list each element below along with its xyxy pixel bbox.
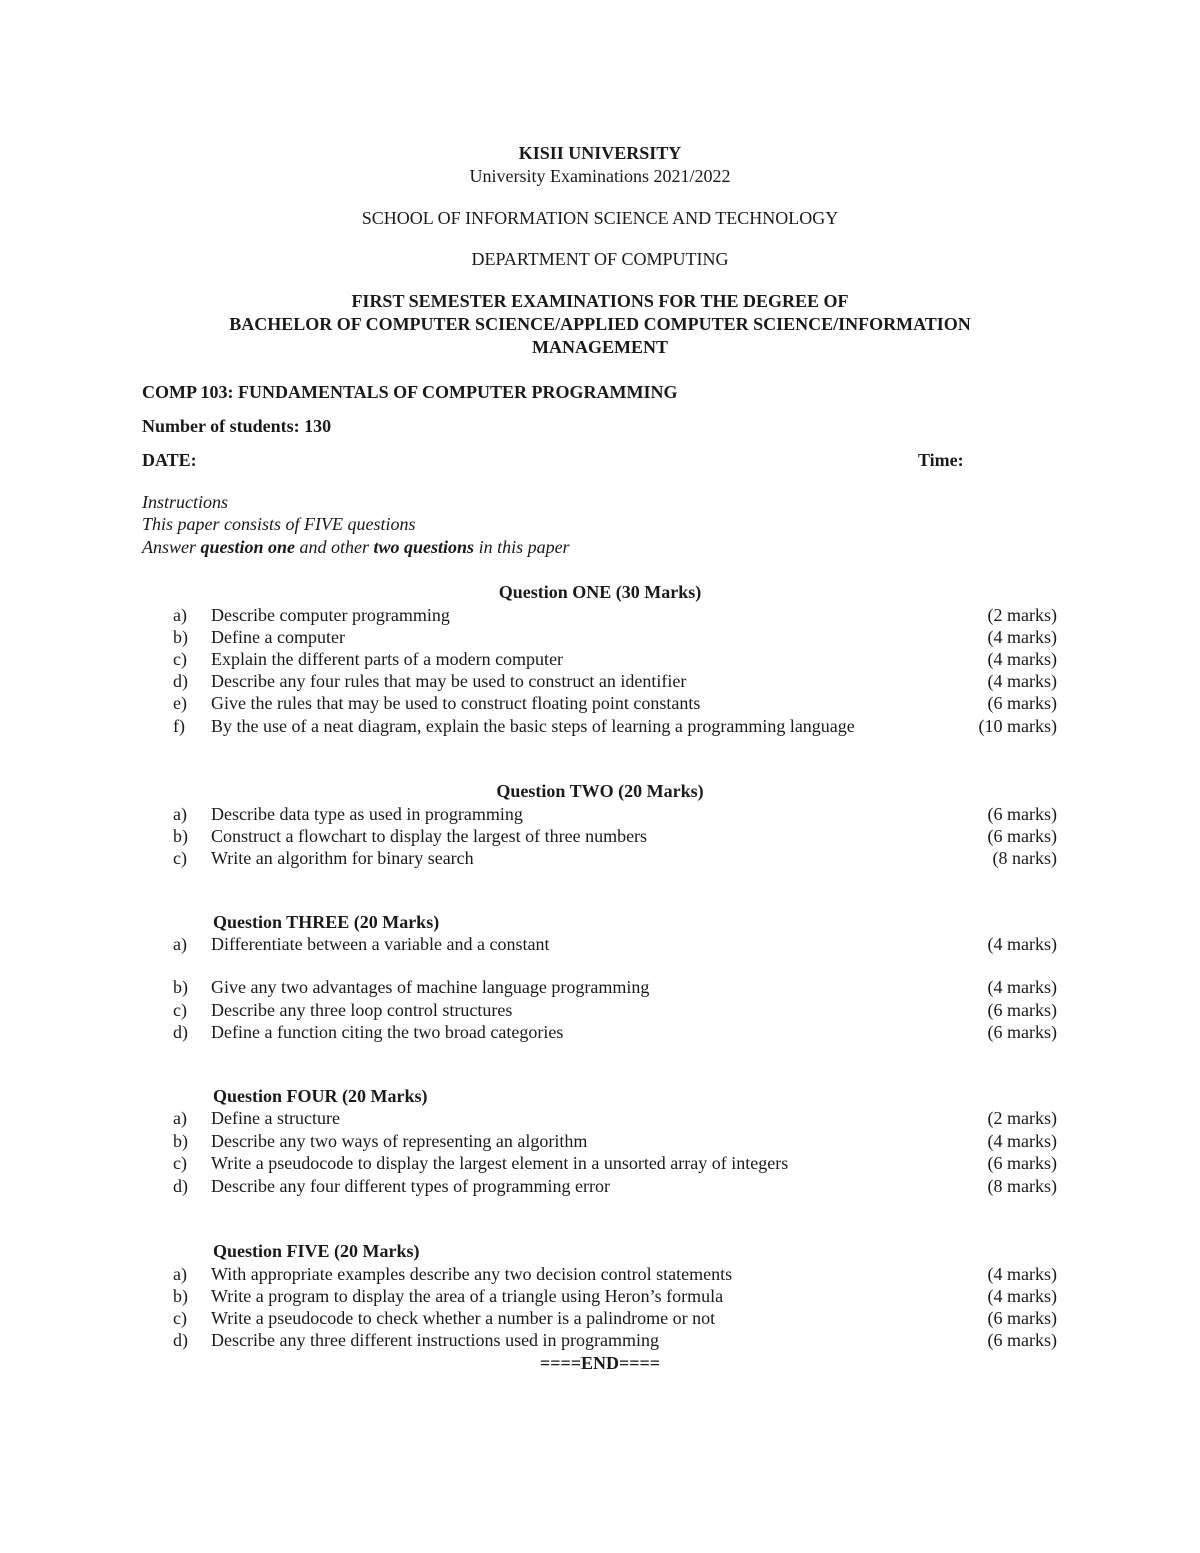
item-text: Define a function citing the two broad categories (211, 1022, 564, 1042)
item-text: Define a computer (211, 627, 345, 647)
item-marks: (6 marks) (987, 1330, 1057, 1350)
item-marks: (6 marks) (987, 826, 1057, 846)
question-item (0, 1264, 1200, 1286)
item-marks: (10 marks) (978, 716, 1057, 736)
question-three-title: Question THREE (20 Marks) (213, 912, 440, 932)
item-marks: (6 marks) (987, 1000, 1057, 1020)
item-letter: b) (173, 826, 188, 846)
instructions-title: Instructions (142, 492, 229, 512)
date-label: DATE: (142, 450, 197, 470)
item-text: Describe computer programming (211, 605, 450, 625)
item-text: Describe any three loop control structures (211, 1000, 513, 1020)
question-item (0, 1153, 1200, 1175)
item-letter: c) (173, 1000, 187, 1020)
item-letter: d) (173, 1330, 188, 1350)
item-letter: a) (173, 934, 187, 954)
instructions-line-2: Answer question one and other two questions in this paper (142, 537, 570, 557)
instructions-line-1: This paper consists of FIVE questions (142, 514, 416, 534)
question-item (0, 605, 1200, 627)
question-item (0, 1308, 1200, 1330)
question-item (0, 1108, 1200, 1130)
school-name: SCHOOL OF INFORMATION SCIENCE AND TECHNOLOGY (361, 208, 839, 228)
item-marks: (2 marks) (987, 1108, 1057, 1128)
students-count: Number of students: 130 (142, 416, 332, 436)
item-marks: (4 marks) (987, 671, 1057, 691)
item-marks: (6 marks) (987, 1308, 1057, 1328)
question-four-title: Question FOUR (20 Marks) (213, 1086, 428, 1106)
item-letter: b) (173, 1286, 188, 1306)
item-letter: b) (173, 977, 188, 997)
degree-line-2: BACHELOR OF COMPUTER SCIENCE/APPLIED COMPUTER SCIENCE/INFORMATION (229, 314, 971, 334)
course-title: COMP 103: FUNDAMENTALS OF COMPUTER PROGRAMMING (142, 382, 678, 402)
end-marker: ====END==== (539, 1353, 661, 1373)
item-text: Define a structure (211, 1108, 340, 1128)
item-marks: (4 marks) (987, 1131, 1057, 1151)
item-letter: d) (173, 1022, 188, 1042)
item-letter: a) (173, 605, 187, 625)
item-letter: c) (173, 649, 187, 669)
item-letter: c) (173, 1153, 187, 1173)
item-marks: (8 narks) (992, 848, 1057, 868)
question-item (0, 804, 1200, 826)
item-text: By the use of a neat diagram, explain the basic steps of learning a programming language (211, 716, 855, 736)
item-marks: (4 marks) (987, 934, 1057, 954)
question-item (0, 693, 1200, 715)
item-text: Describe any three different instructions used in programming (211, 1330, 660, 1350)
item-text: Write a program to display the area of a triangle using Heron’s formula (211, 1286, 724, 1306)
item-letter: a) (173, 1264, 187, 1284)
item-letter: d) (173, 671, 188, 691)
item-marks: (6 marks) (987, 693, 1057, 713)
degree-line-1: FIRST SEMESTER EXAMINATIONS FOR THE DEGREE OF (351, 291, 849, 311)
item-marks: (4 marks) (987, 1264, 1057, 1284)
item-marks: (4 marks) (987, 627, 1057, 647)
item-marks: (6 marks) (987, 1022, 1057, 1042)
item-letter: b) (173, 1131, 188, 1151)
question-item (0, 716, 1200, 738)
item-text: Construct a flowchart to display the largest of three numbers (211, 826, 648, 846)
question-item (0, 826, 1200, 848)
item-text: Give any two advantages of machine language programming (211, 977, 650, 997)
item-text: Write a pseudocode to check whether a number is a palindrome or not (211, 1308, 716, 1328)
item-marks: (4 marks) (987, 977, 1057, 997)
question-item (0, 1176, 1200, 1198)
item-text: Write a pseudocode to display the largest element in a unsorted array of integers (211, 1153, 789, 1173)
item-letter: c) (173, 1308, 187, 1328)
item-text: Describe any four rules that may be used to construct an identifier (211, 671, 687, 691)
item-letter: a) (173, 1108, 187, 1128)
item-text: Describe data type as used in programming (211, 804, 523, 824)
item-letter: c) (173, 848, 187, 868)
question-item (0, 1330, 1200, 1352)
item-text: Differentiate between a variable and a constant (211, 934, 550, 954)
question-item (0, 1000, 1200, 1022)
item-marks: (8 marks) (987, 1176, 1057, 1196)
question-item (0, 649, 1200, 671)
item-letter: a) (173, 804, 187, 824)
question-item (0, 1022, 1200, 1044)
item-marks: (4 marks) (987, 1286, 1057, 1306)
item-text: With appropriate examples describe any two decision control statements (211, 1264, 733, 1284)
question-one-title: Question ONE (30 Marks) (498, 582, 702, 602)
question-item (0, 627, 1200, 649)
question-item (0, 848, 1200, 870)
item-text: Describe any two ways of representing an algorithm (211, 1131, 588, 1151)
question-two-title: Question TWO (20 Marks) (496, 781, 704, 801)
question-item (0, 934, 1200, 956)
question-item (0, 1131, 1200, 1153)
item-text: Explain the different parts of a modern computer (211, 649, 564, 669)
time-label: Time: (918, 450, 964, 470)
item-letter: f) (173, 716, 185, 736)
item-marks: (2 marks) (987, 605, 1057, 625)
question-item (0, 1286, 1200, 1308)
degree-line-3: MANAGEMENT (532, 337, 668, 357)
question-five-title: Question FIVE (20 Marks) (213, 1241, 420, 1261)
item-letter: e) (173, 693, 187, 713)
question-item (0, 671, 1200, 693)
item-marks: (4 marks) (987, 649, 1057, 669)
item-letter: d) (173, 1176, 188, 1196)
item-text: Give the rules that may be used to construct floating point constants (211, 693, 701, 713)
department-name: DEPARTMENT OF COMPUTING (471, 249, 729, 269)
item-text: Describe any four different types of programming error (211, 1176, 611, 1196)
item-marks: (6 marks) (987, 1153, 1057, 1173)
question-item (0, 977, 1200, 999)
item-marks: (6 marks) (987, 804, 1057, 824)
item-text: Write an algorithm for binary search (211, 848, 474, 868)
university-name: KISII UNIVERSITY (518, 143, 682, 163)
item-letter: b) (173, 627, 188, 647)
exam-year: University Examinations 2021/2022 (469, 166, 731, 186)
